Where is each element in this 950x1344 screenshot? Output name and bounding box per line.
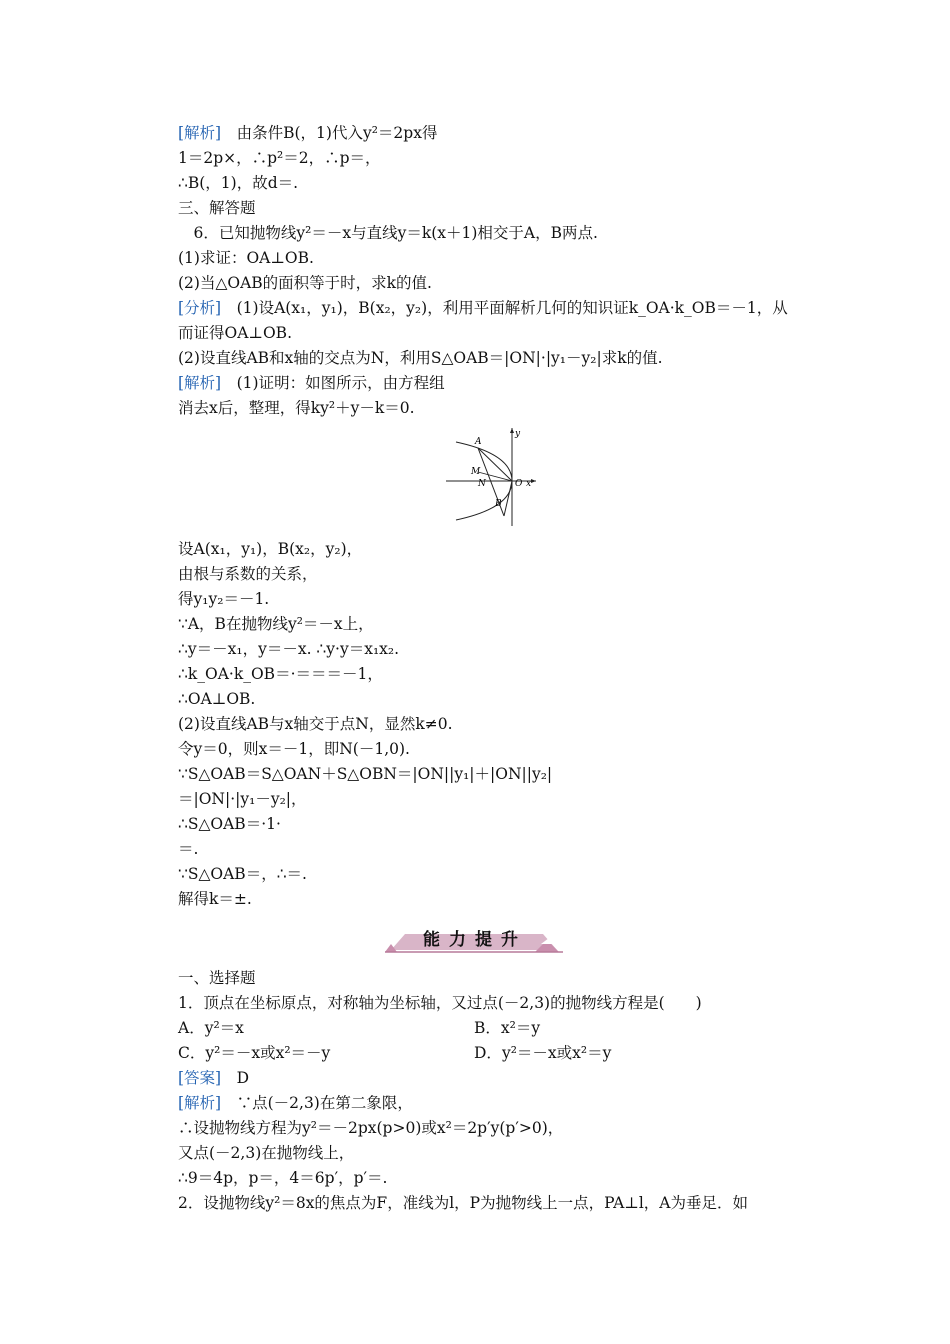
line-text: ∴设抛物线方程为y²＝－2px(p>0)或x²＝2p′y(p′>0)，	[178, 1119, 564, 1137]
line-text: 令y＝0，则x＝－1，即N(－1,0).	[178, 740, 410, 758]
option-b	[474, 1018, 540, 1038]
label-a: A	[475, 437, 482, 447]
line-text: 得y₁y₂＝－1.	[178, 590, 270, 608]
option-c	[178, 1043, 330, 1063]
line-text: ∴B(，1)，故d＝.	[178, 174, 299, 192]
text-line	[178, 814, 281, 834]
option-label: D．	[474, 1044, 502, 1062]
line-text: ＝|ON|·|y₁－y₂|，	[178, 790, 307, 808]
x-axis-arrow	[531, 479, 536, 483]
line-text: (2)当△OAB的面积等于时，求k的值.	[178, 274, 432, 292]
text-line	[178, 173, 298, 193]
question-1	[178, 993, 702, 1013]
line-text: 1＝2p×，∴p²＝2，∴p＝，	[178, 149, 381, 167]
text-line	[178, 148, 381, 168]
text-line	[178, 789, 307, 809]
line-text: ∴OA⊥OB.	[178, 690, 256, 708]
text-line	[178, 398, 415, 418]
tag-label: [解析]	[178, 1094, 222, 1112]
text-line	[178, 1093, 413, 1113]
line-text: ∵S△OAB＝S△OAN＋S△OBN＝|ON||y₁|＋|ON||y₂|	[178, 765, 553, 783]
text-line	[178, 614, 374, 634]
question-6	[178, 223, 598, 243]
line-text: 而证得OA⊥OB.	[178, 324, 293, 342]
line-text: 由根与系数的关系，	[178, 565, 318, 583]
option-text: y²＝－x或x²＝y	[501, 1044, 612, 1062]
text-line	[178, 714, 453, 734]
option-label: B．	[474, 1019, 501, 1037]
option-text: y²＝－x或x²＝－y	[205, 1044, 331, 1062]
line-text: 一、选择题	[178, 969, 256, 987]
option-text: x²＝y	[500, 1019, 541, 1037]
text-line	[178, 864, 307, 884]
text-line	[178, 273, 432, 293]
option-d	[474, 1043, 611, 1063]
text-line	[178, 348, 663, 368]
option-text: y²＝x	[204, 1019, 244, 1037]
text-line	[178, 589, 269, 609]
tag-label: [分析]	[178, 299, 222, 317]
line-text: 消去x后，整理，得ky²＋y－k＝0.	[178, 399, 415, 417]
text-line	[178, 739, 410, 759]
line-text: ∴S△OAB＝·1·	[178, 815, 281, 833]
text-line	[178, 1168, 387, 1188]
line-text: ∵A，B在抛物线y²＝－x上，	[178, 615, 374, 633]
figure-svg	[442, 424, 542, 528]
tag-label: [解析]	[178, 374, 222, 392]
text-line	[178, 839, 198, 859]
label-m: M	[471, 467, 481, 477]
answer-line	[178, 1068, 249, 1088]
label-o: O	[515, 479, 523, 489]
line-text: 6．已知抛物线y²＝－x与直线y＝k(x＋1)相交于A，B两点.	[178, 224, 598, 242]
line-text: 1．顶点在坐标原点，对称轴为坐标轴，又过点(－2,3)的抛物线方程是( )	[178, 994, 702, 1012]
text-line	[178, 248, 314, 268]
text-line	[178, 123, 437, 143]
y-axis-arrow	[510, 428, 514, 433]
line-text: (2)设直线AB和x轴的交点为N，利用S△OAB＝|ON|·|y₁－y₂|求k的值.	[178, 349, 663, 367]
option-label: A．	[178, 1019, 205, 1037]
section-banner	[385, 928, 565, 954]
text-line	[178, 1143, 354, 1163]
option-a	[178, 1018, 244, 1038]
text-line	[178, 639, 399, 659]
line-text: 三、解答题	[178, 199, 256, 217]
line-text: ∵S△OAB＝，∴＝.	[178, 865, 307, 883]
line-text: 2．设抛物线y²＝8x的焦点为F，准线为l，P为抛物线上一点，PA⊥l，A为垂足．如	[178, 1194, 749, 1212]
line-text: ∴k_OA·k_OB＝·＝＝＝－1，	[178, 665, 383, 683]
line-text: (2)设直线AB与x轴交于点N，显然k≠0.	[178, 715, 453, 733]
text-line	[178, 323, 292, 343]
line-text: 解得k＝±.	[178, 890, 252, 908]
banner-title: 能力提升	[423, 930, 527, 950]
label-b: B	[495, 499, 502, 509]
line-text: 由条件B(，1)代入y²＝2px得	[221, 124, 438, 142]
parabola-figure	[442, 424, 542, 528]
section-heading	[178, 198, 256, 218]
segment-oa	[478, 448, 512, 481]
tag-label: [答案]	[178, 1069, 222, 1087]
line-text: (1)求证：OA⊥OB.	[178, 249, 314, 267]
tag-label: [解析]	[178, 124, 222, 142]
line-text: 设A(x₁，y₁)，B(x₂，y₂)，	[178, 540, 363, 558]
text-line	[178, 889, 252, 909]
line-text: 又点(－2,3)在抛物线上，	[178, 1144, 355, 1162]
text-line	[178, 689, 255, 709]
line-text: ＝.	[178, 840, 199, 858]
line-text: ∵点(－2,3)在第二象限，	[221, 1094, 413, 1112]
line-text: ∴y＝－x₁，y＝－x. ∴y·y＝x₁x₂.	[178, 640, 400, 658]
line-text: (1)设A(x₁，y₁)，B(x₂，y₂)，利用平面解析几何的知识证k_OA·k_OB＝－1，从	[221, 299, 788, 317]
question-2	[178, 1193, 748, 1213]
line-text: ∴9＝4p，p＝，4＝6p′，p′＝.	[178, 1169, 388, 1187]
text-line	[178, 373, 445, 393]
text-line	[178, 539, 362, 559]
text-line	[178, 564, 318, 584]
option-label: C．	[178, 1044, 206, 1062]
line-text: D	[221, 1069, 250, 1087]
section-heading	[178, 968, 256, 988]
text-line	[178, 1118, 563, 1138]
label-n: N	[478, 479, 486, 489]
label-x: x	[526, 479, 532, 489]
text-line	[178, 298, 788, 318]
label-y: y	[515, 429, 521, 439]
line-text: (1)证明：如图所示，由方程组	[221, 374, 445, 392]
text-line	[178, 764, 552, 784]
text-line	[178, 664, 383, 684]
